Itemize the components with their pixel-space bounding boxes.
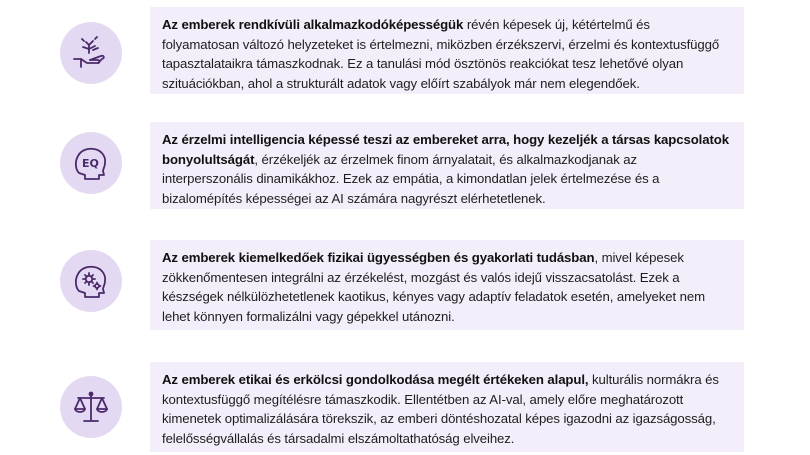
info-card [150, 362, 744, 452]
scales-icon [71, 387, 111, 427]
info-card [150, 240, 744, 330]
card-body-text: , érzékeljék az érzelmek finom árnyalatait, és alkalmazkodjanak az interperszonális dinamikákhoz. Ezek az empátia, a kimondatlan jelek értelmezése és a bizalomépítés képességei az AI számára nagyrészt elérhetetlenek. [162, 151, 660, 206]
icon-circle [60, 132, 122, 194]
card-body-text: , mivel képesek zökkenőmentesen integrálni az érzékelést, mozgást és valós idejű visszacsatolást. Ezek a készségek nélkülözhetetlenek kaotikus, kényes vagy adaptív feladatok esetén, amelyeket nem lehet könnyen formalizálni vagy gépekkel utánozni. [162, 250, 706, 324]
icon-circle [60, 22, 122, 84]
info-card [150, 122, 744, 209]
card-body-text: kulturális normákra és kontextusfüggő megítélésre támaszkodik. Ellentétben az AI-val, amely előre meghatározott kimenetek optimalizálására törekszik, az emberi döntéshozatal képes igazodni az igazságosság, felelősségvállalás és társadalmi elszámoltathatóság elveihez. [162, 372, 719, 446]
icon-circle [60, 250, 122, 312]
card-body-text: révén képesek új, kétértelmű és folyamatosan változó helyzeteket is értelmezni, miközben érzékszervi, érzelmi és kontextusfüggő tapasztalataikra támaszkodnak. Ez a tanulási mód ösztönös reakciókat tesz lehetővé olyan szituációkban, ahol a strukturált adatok vagy előírt szabályok már nem elegendőek. [162, 17, 720, 91]
card-bold-text: Az emberek kiemelkedőek fizikai ügyességben és gyakorlati tudásban [162, 250, 595, 265]
card-bold-text: Az érzelmi intelligencia képessé teszi az embereket arra, hogy kezeljék a társas kapcsolatok bonyolultságát [162, 132, 729, 167]
info-card [150, 7, 744, 94]
icon-circle [60, 376, 122, 438]
hand-adapt-icon [71, 33, 111, 73]
head-gears-icon [71, 261, 111, 301]
card-bold-text: Az emberek etikai és erkölcsi gondolkodása megélt értékeken alapul, [162, 372, 589, 387]
eq-head-icon [71, 143, 111, 183]
svg-text:EQ: EQ [82, 157, 99, 170]
card-bold-text: Az emberek rendkívüli alkalmazkodóképességük [162, 17, 464, 32]
